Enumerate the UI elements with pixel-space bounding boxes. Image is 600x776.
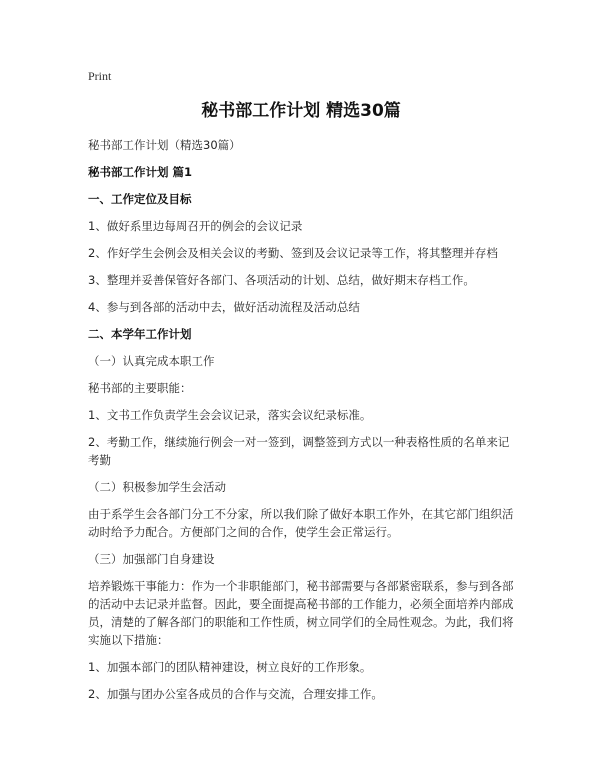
paragraph: 2、加强与团办公室各成员的合作与交流，合理安排工作。 [88,687,383,701]
paragraph: （一）认真完成本职工作 [88,354,215,368]
paragraph: 1、做好系里边每周召开的例会的会议记录 [88,219,303,233]
paragraph: 秘书部的主要职能： [88,381,192,395]
print-link[interactable]: Print [88,69,112,83]
section-heading: 一、工作定位及目标 [88,192,192,206]
subtitle-paragraph: 秘书部工作计划（精选30篇） [88,138,241,152]
paragraph: 4、参与到各部的活动中去，做好活动流程及活动总结 [88,300,360,314]
paragraph: 1、文书工作负责学生会会议记录，落实会议纪录标准。 [88,408,372,422]
paragraph: 由于系学生会各部门分工不分家，所以我们除了做好本职工作外，在其它部门组织活动时给予力配合。方便部门之间的合作，使学生会正常运行。 [88,507,514,539]
paragraph: 3、整理并妥善保管好各部门、各项活动的计划、总结，做好期末存档工作。 [88,273,475,287]
paragraph: 2、考勤工作，继续施行例会一对一签到，调整签到方式以一种表格性质的名单来记考勤 [88,435,510,467]
section-heading: 二、本学年工作计划 [88,327,192,341]
paragraph: 1、加强本部门的团队精神建设，树立良好的工作形象。 [88,660,372,674]
paragraph: （二）积极参加学生会活动 [88,480,226,494]
document-title: 秘书部工作计划 精选30篇 [201,101,401,121]
paragraph: （三）加强部门自身建设 [88,552,215,566]
paragraph: 2、作好学生会例会及相关会议的考勤、签到及会议记录等工作，将其整理并存档 [88,246,498,260]
document-body [88,136,514,703]
section-heading: 秘书部工作计划 篇1 [88,165,193,179]
paragraph: 培养锻炼干事能力：作为一个非职能部门，秘书部需要与各部紧密联系，参与到各部的活动中去记录并监督。因此，要全面提高秘书部的工作能力，必须全面培养内部成员，清楚的了解各部门的职能和工作性质，树立同学们的全局性观念。为此，我们将实施以下措施： [88,579,514,647]
